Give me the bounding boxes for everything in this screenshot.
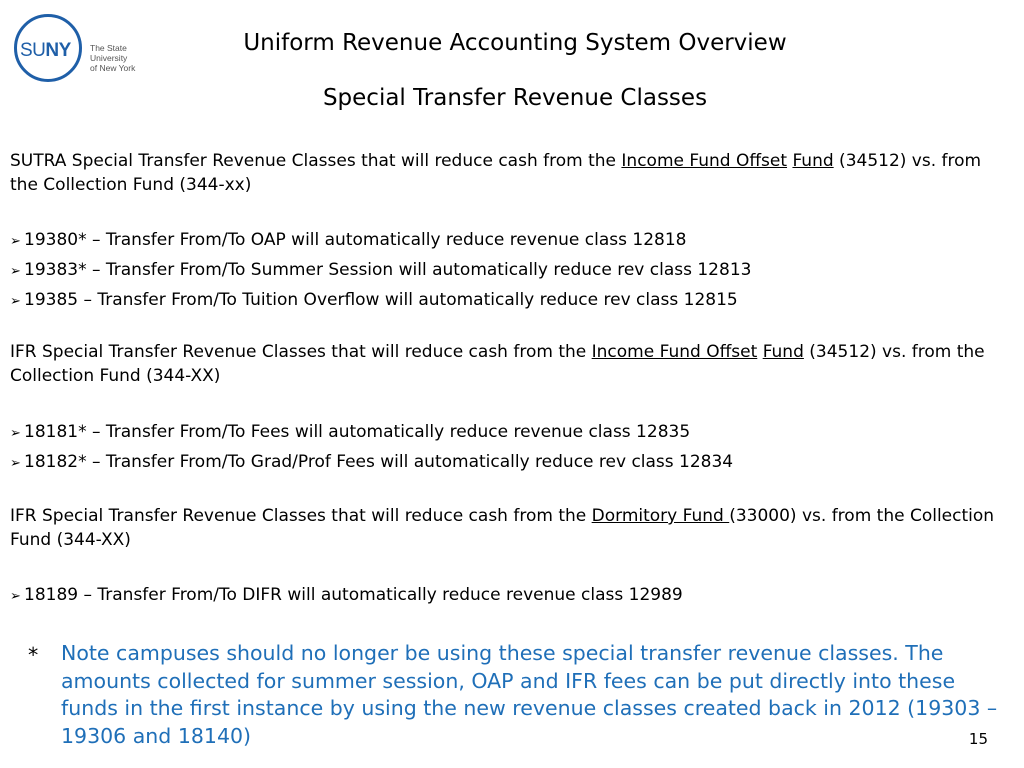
arrow-bullet-icon: ➢ [10, 426, 21, 441]
section1-intro: SUTRA Special Transfer Revenue Classes that will reduce cash from the Income Fund Offset Fund (34512) vs. from the Collection Fund (344-xx) [10, 151, 982, 195]
dormitory-fund-link: Dormitory Fund [591, 506, 730, 526]
section2-list [10, 418, 1010, 478]
list-item: ➢ 18181* – Transfer From/To Fees will automatically reduce revenue class 12835 [10, 418, 1010, 448]
list-item: ➢ 19380* – Transfer From/To OAP will automatically reduce revenue class 12818 [10, 226, 1010, 256]
note-asterisk: * [28, 643, 39, 667]
fund-link: Fund [792, 151, 834, 171]
logo-caption-line2: of New York [90, 63, 136, 73]
arrow-bullet-icon: ➢ [10, 456, 21, 471]
list-item: ➢ 18189 – Transfer From/To DIFR will automatically reduce revenue class 12989 [10, 581, 1010, 611]
arrow-bullet-icon: ➢ [10, 264, 21, 279]
note [28, 640, 1018, 750]
page-number: 15 [968, 730, 988, 748]
arrow-bullet-icon: ➢ [10, 234, 21, 249]
slide-title: Uniform Revenue Accounting System Overview [243, 30, 787, 56]
suny-logo [14, 14, 164, 90]
income-fund-offset-link: Income Fund Offset [591, 342, 758, 362]
note-text: Note campuses should no longer be using these special transfer revenue classes. The amounts collected for summer session, OAP and IFR fees can be put directly into these funds in the first instance by using the new revenue classes created back in 2012 (19303 – 19306 and 18140) [61, 641, 998, 748]
fund-link: Fund [762, 342, 804, 362]
income-fund-offset-link: Income Fund Offset [621, 151, 788, 171]
section2-intro: IFR Special Transfer Revenue Classes that will reduce cash from the Income Fund Offset Fund (34512) vs. from the Collection Fund (344-XX) [10, 342, 985, 386]
section1-list [10, 226, 1010, 316]
arrow-bullet-icon: ➢ [10, 294, 21, 309]
list-item: ➢ 18182* – Transfer From/To Grad/Prof Fees will automatically reduce rev class 12834 [10, 448, 1010, 478]
logo-caption-line1: The State University [90, 43, 128, 63]
arrow-bullet-icon: ➢ [10, 589, 21, 604]
section3-intro: IFR Special Transfer Revenue Classes that will reduce cash from the Dormitory Fund (33000) vs. from the Collection Fund (344-XX) [10, 506, 995, 550]
list-item: ➢ 19383* – Transfer From/To Summer Session will automatically reduce rev class 12813 [10, 256, 1010, 286]
list-item: ➢ 19385 – Transfer From/To Tuition Overflow will automatically reduce rev class 12815 [10, 286, 1010, 316]
section3-list [10, 581, 1010, 611]
logo-mark: SUNY [20, 40, 71, 61]
slide-subtitle: Special Transfer Revenue Classes [322, 85, 708, 111]
